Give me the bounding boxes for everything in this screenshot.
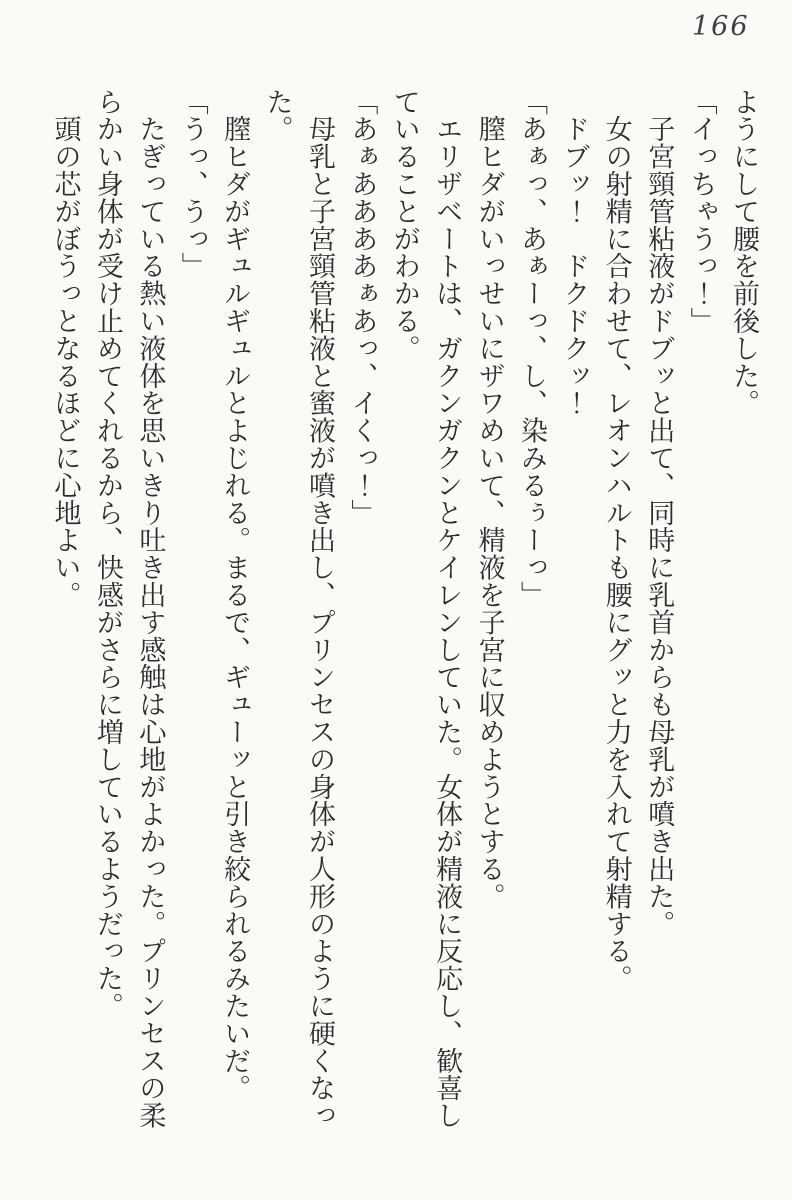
paragraph: 子宮頸管粘液がドブッと出て、同時に乳首からも母乳が噴き出た。 <box>643 88 675 938</box>
paragraph: 「うっ、うっ」 <box>176 88 208 280</box>
paragraph: エリザベートは、ガクンガクンとケイレンしていた。女体が精液に反応し、歓喜していることがわかる。 <box>388 88 463 1130</box>
paragraph: 膣ヒダがいっせいにザワめいて、精液を子宮に収めようとする。 <box>473 88 505 910</box>
paragraph: ドブッ！ ドクドクッ！ <box>558 88 590 417</box>
paragraph: 「あぁっ、あぁーっ、し、染みるぅーっ」 <box>515 88 547 609</box>
paragraph: 頭の芯がぼうっとなるほどに心地よい。 <box>49 88 81 609</box>
paragraph: 「あぁああああぁあっ、イくっ！」 <box>346 88 378 527</box>
page-number: 166 <box>692 11 750 42</box>
paragraph: 女の射精に合わせて、レオンハルトも腰にグッと力を入れて射精する。 <box>600 88 632 993</box>
body-text <box>43 88 764 1138</box>
paragraph: 膣ヒダがギュルギュルとよじれる。まるで、ギューッと引き絞られるみたいだ。 <box>219 88 251 1102</box>
paragraph: たぎっている熱い液体を思いきり吐き出す感触は心地がよかった。プリンセスの柔らかい身体が受け止めてくれるから、快感がさらに増しているようだった。 <box>91 88 166 1130</box>
paragraph: 母乳と子宮頸管粘液と蜜液が噴き出し、プリンセスの身体が人形のように硬くなった。 <box>261 88 335 1130</box>
paragraph: ようにして腰を前後した。 <box>728 88 759 417</box>
paragraph: 「イっちゃうっ！」 <box>685 88 717 335</box>
